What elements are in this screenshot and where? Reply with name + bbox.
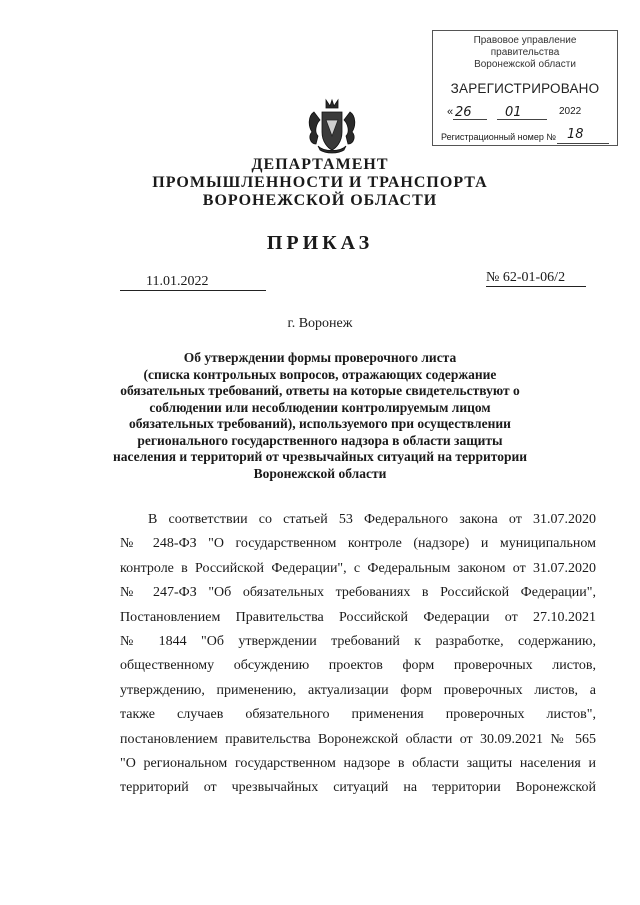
body-line: № 247-ФЗ "Об обязательных требованиях в Российской Федерации", — [120, 585, 596, 601]
stamp-line-1: Правовое управление правительства — [473, 35, 577, 58]
order-number: № 62-01-06/2 — [486, 270, 586, 287]
order-subject — [100, 350, 540, 482]
body-line: постановлением правительства Воронежской области от 30.09.2021 № 565 — [120, 731, 596, 747]
stamp-month: 01 — [505, 105, 522, 120]
body-line: территорий от чрезвычайных ситуаций на территории Воронежской — [120, 780, 596, 796]
subject-line: Воронежской области — [253, 465, 387, 481]
body-line: № 1844 "Об утверждении требований к разработке, содержанию, — [120, 634, 596, 650]
body-line: общественному обсуждению проектов форм проверочных листов, — [120, 658, 596, 674]
department-line-1: ДЕПАРТАМЕНТ — [251, 156, 389, 173]
subject-line: (списка контрольных вопросов, отражающих содержание — [143, 366, 497, 382]
registration-stamp — [432, 30, 618, 146]
body-line: утверждению, применению, актуализации форм проверочных листов, а — [120, 682, 596, 698]
body-line: В соответствии со статьей 53 Федерального закона от 31.07.2020 — [148, 512, 596, 527]
stamp-quote: « — [447, 106, 454, 118]
order-date: 11.01.2022 — [120, 274, 266, 291]
stamp-year: 2022 — [559, 106, 582, 117]
department-line-2: ПРОМЫШЛЕННОСТИ И ТРАНСПОРТА — [152, 174, 488, 191]
document-title: ПРИКАЗ — [266, 232, 374, 254]
order-body — [120, 508, 596, 801]
body-line: Постановлением Правительства Российской Федерации от 27.10.2021 — [120, 609, 596, 625]
stamp-day: 26 — [455, 105, 472, 120]
coat-of-arms-icon — [304, 96, 360, 156]
subject-line: соблюдении или несоблюдении контролируемым лицом — [149, 399, 491, 415]
stamp-reg-number — [439, 127, 611, 146]
stamp-reg-value: 18 — [567, 127, 584, 142]
subject-line: населения и территорий от чрезвычайных ситуаций на территории — [112, 449, 528, 464]
order-city: г. Воронеж — [287, 316, 353, 331]
subject-line: обязательных требований, ответы на которые свидетельствуют о — [120, 383, 520, 398]
body-line: также случаев обязательного применения проверочных листов", — [120, 707, 596, 723]
stamp-line-2: Воронежской области — [474, 59, 576, 70]
body-line: "О региональном государственном надзоре в области защиты населения и — [120, 756, 596, 772]
body-line: № 248-ФЗ "О государственном контроле (надзоре) и муниципальном — [120, 536, 596, 552]
stamp-date — [439, 106, 611, 122]
subject-line: Об утверждении формы проверочного листа — [183, 350, 457, 365]
subject-line: регионального государственного надзора в области защиты — [137, 432, 503, 448]
stamp-status: ЗАРЕГИСТРИРОВАНО — [450, 81, 600, 96]
subject-line: обязательных требований), используемого при осуществлении — [129, 416, 511, 431]
stamp-reg-label: Регистрационный номер № — [441, 132, 557, 142]
body-line: контроле в Российской Федерации", с Федеральным законом от 31.07.2020 — [120, 560, 596, 576]
department-line-3: ВОРОНЕЖСКОЙ ОБЛАСТИ — [202, 192, 438, 209]
